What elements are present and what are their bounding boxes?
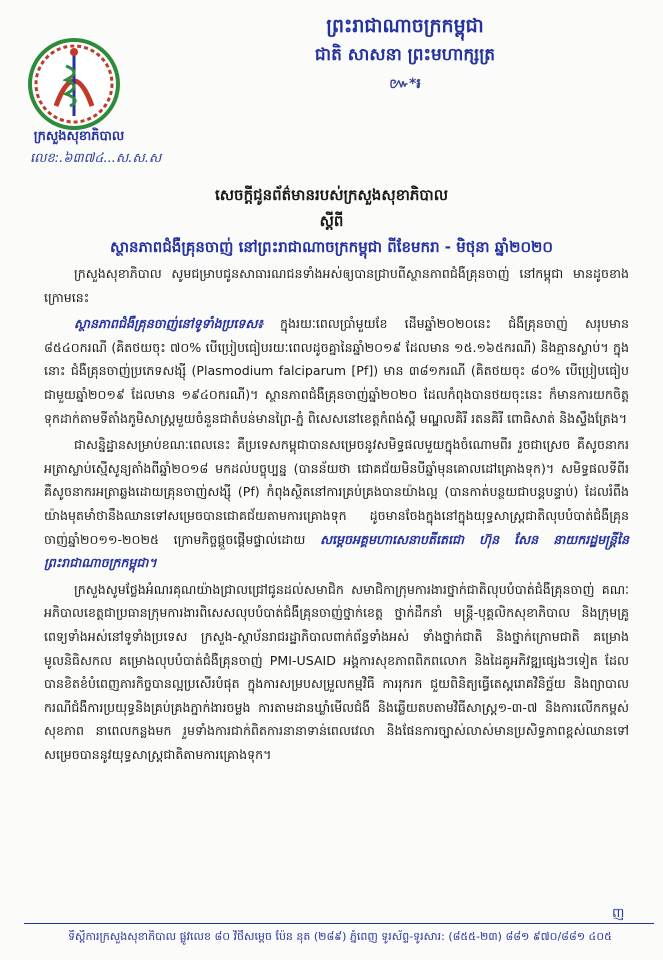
signature-mark: ញ bbox=[612, 906, 625, 921]
ministry-logo bbox=[26, 36, 122, 132]
title-line-1: សេចក្តីជូនព័ត៌មានរបស់ក្រសួងសុខាភិបាល bbox=[215, 186, 448, 204]
title-line-3: ស្ថានភាពជំងឺគ្រុនចាញ់ នៅព្រះរាជាណាចក្រកម្ពុជា ពីខែមករា - មិថុនា ឆ្នាំ២០២០ bbox=[109, 238, 554, 256]
prime-minister-mention: សម្តេចអគ្គមហាសេនាបតីតេជោ ហ៊ុន សែន នាយករដ្ឋមន្ត្រីនៃព្រះរាជាណាចក្រកម្ពុជា។ bbox=[44, 531, 629, 571]
document-body bbox=[44, 262, 629, 769]
situation-lead: ស្ថានភាពជំងឺគ្រុនចាញ់នៅទូទាំងប្រទេស៖ bbox=[74, 316, 263, 332]
conclusion-text: ជាសន្និដ្ឋានសម្រាប់ខណៈពេលនេះ គឺប្រទេសកម្ពុជាបានសម្រេចនូវសមិទ្ធផលមួយក្នុងចំណោមពីរ រួចជាស្រេច គឺសូចនាករអត្រាស្លាប់ស្មើសូន្យតាំងពីឆ្នាំ២០១៨ មកដល់បច្ចុប្បន្ន (បានន័យថា ជោគជ័យមិនបីឆ្នាំមុនគោលដៅគ្រោងទុក)។ សមិទ្ធផលទីពីរ គឺសូចនាករអត្រាឆ្លងដោយគ្រុនចាញ់សង្ស៊ី (Pf) កំពុងស្ថិតនៅការគ្រប់គ្រងបានយ៉ាងល្អ (បានកាត់បន្ថយជាបន្តបន្ទាប់) ដែលរំពឹងយ៉ាងមុតមាំថានឹងឈានទៅសម្រេចបានជោគជ័យតាមការគ្រោងទុក ដូចមានចែងក្នុងនៅក្នុងយុទ្ធសាស្ត្រជាតិលុបបំបាត់ជំងឺគ្រុនចាញ់ឆ្នាំ២០១១-២០២៥ ក្រោមកិច្ចផ្តួចផ្តើមផ្ទាល់ដោយ bbox=[44, 437, 629, 547]
ministry-name: ក្រសួងសុខាភិបាល bbox=[33, 129, 125, 144]
title-line-2: ស្តីពី bbox=[319, 212, 344, 230]
paragraph-thanks: ក្រសួងសូមថ្លែងអំណរគុណយ៉ាងជ្រាលជ្រៅជូនដល់សមាជិក សមាជិកាក្រុមការងារថ្នាក់ជាតិលុបបំបាត់ជំងឺគ្រុនចាញ់ គណៈអភិបាលខេត្តជាប្រធានក្រុមការងារពិសេសលុបបំបាត់ជំងឺគ្រុនចាញ់ថ្នាក់ខេត្ត ថ្នាក់ដឹកនាំ មន្ត្រី-បុគ្គលិកសុខាភិបាល និងក្រុមគ្រូពេទ្យទាំងអស់នៅទូទាំងប្រទេស ក្រសួង-ស្ថាប័នរាជរដ្ឋាភិបាលពាក់ព័ន្ធទាំងអស់ ទាំងថ្នាក់ជាតិ និងថ្នាក់ក្រោមជាតិ គម្រោងមូលនិធិសកល គម្រោងលុបបំបាត់ជំងឺគ្រុនចាញ់ PMI-USAID អង្គការសុខភាពពិភពលោក និងដៃគូអភិវឌ្ឍផ្សេងៗទៀត ដែលបានខិតខំបំពេញភារកិច្ចបានល្អប្រសើរបំផុត ក្នុងការសម្របសម្រួលកម្មវិធី ការរុករក ជួយពិនិត្យធ្វើតេស្តរោគវិនិច្ឆ័យ និងព្យាបាលករណីជំងឺការប្រយុទ្ធនិងគ្រប់គ្រងភ្នាក់ងារចម្លង ការតាមដានឃ្លាំមើលជំងឺ និងឆ្លើយតបតាមវិធីសាស្ត្រ១-៣-៧ និងការលើកកម្ពស់សុខភាព នាពេលកន្លងមក រួមទាំងការជាក់ពិតការនានាទាន់ពេលវេលា និងផែនការច្បាស់លាស់មានប្រសិទ្ធភាពខ្ពស់ឈានទៅសម្រេចបាននូវយុទ្ធសាស្ត្រជាតិតាមការគ្រោងទុក។ bbox=[44, 581, 629, 762]
kingdom-heading: ព្រះរាជាណាចក្រកម្ពុជា bbox=[326, 15, 484, 37]
paragraph-situation bbox=[44, 312, 629, 430]
footer-divider bbox=[24, 923, 654, 924]
footer-address: ទីស្តីការក្រសួងសុខាភិបាល ផ្លូវលេខ ៨០ វិថីសម្តេច ប៉ែន នុត (២៨៩) ភ្នំពេញ ទូរស័ព្ទ-ទូរសារ: (៨៥៥-២៣) ៨៨១ ៩៧០/៨៨១ ៤០៥ bbox=[68, 930, 612, 943]
document-title bbox=[40, 182, 623, 260]
heading-ornament: ៚*៛ bbox=[389, 76, 421, 92]
paragraph-conclusion bbox=[44, 433, 629, 575]
situation-text: ក្នុងរយៈពេលប្រាំមួយខែ ដើមឆ្នាំ២០២០នេះ ជំងឺគ្រុនចាញ់ សរុបមាន ៨៥៤០ករណី (គិតថយចុះ ៧០% បើប្រៀបធៀបរយៈពេលដូចគ្នានៃឆ្នាំ២០១៩ ដែលមាន ១៥.១៦៥ករណី) និងគ្មានស្លាប់។ ក្នុងនោះ ជំងឺគ្រុនចាញ់ប្រភេទសង្ស៊ី (Plasmodium falciparum [Pf]) មាន ៣៨១ករណី (គិតថយចុះ ៨០% បើប្រៀបធៀបជាមួយឆ្នាំ២០១៩ ដែលមាន ១៩៤០ករណី)។ ស្ថានភាពជំងឺគ្រុនចាញ់ឆ្នាំ២០២០ ដែលកំពុងបានថយចុះនេះ ក៏មានការយកចិត្តទុកដាក់តាមទីតាំងភូមិសាស្ត្រមួយចំនួនជាតំបន់មានព្រៃ-ភ្នំ ពិសេសនៅខេត្តកំពង់ស្ពឺ មណ្ឌលគិរី រតនគិរី ពោធិសាត់ និងស្ទឹងត្រែង។ bbox=[44, 316, 629, 426]
paragraph-intro: ក្រសួងសុខាភិបាល សូមជម្រាបជូនសាធារណជនទាំងអស់ឲ្យបានជ្រាបពីស្ថានភាពជំងឺគ្រុនចាញ់ នៅកម្ពុជា មានដូចខាងក្រោមនេះ bbox=[44, 266, 629, 305]
national-motto: ជាតិ សាសនា ព្រះមហាក្សត្រ bbox=[314, 45, 496, 65]
reference-number: លេខ:.៦៣៧៤...ស.ស.ស bbox=[30, 151, 162, 166]
